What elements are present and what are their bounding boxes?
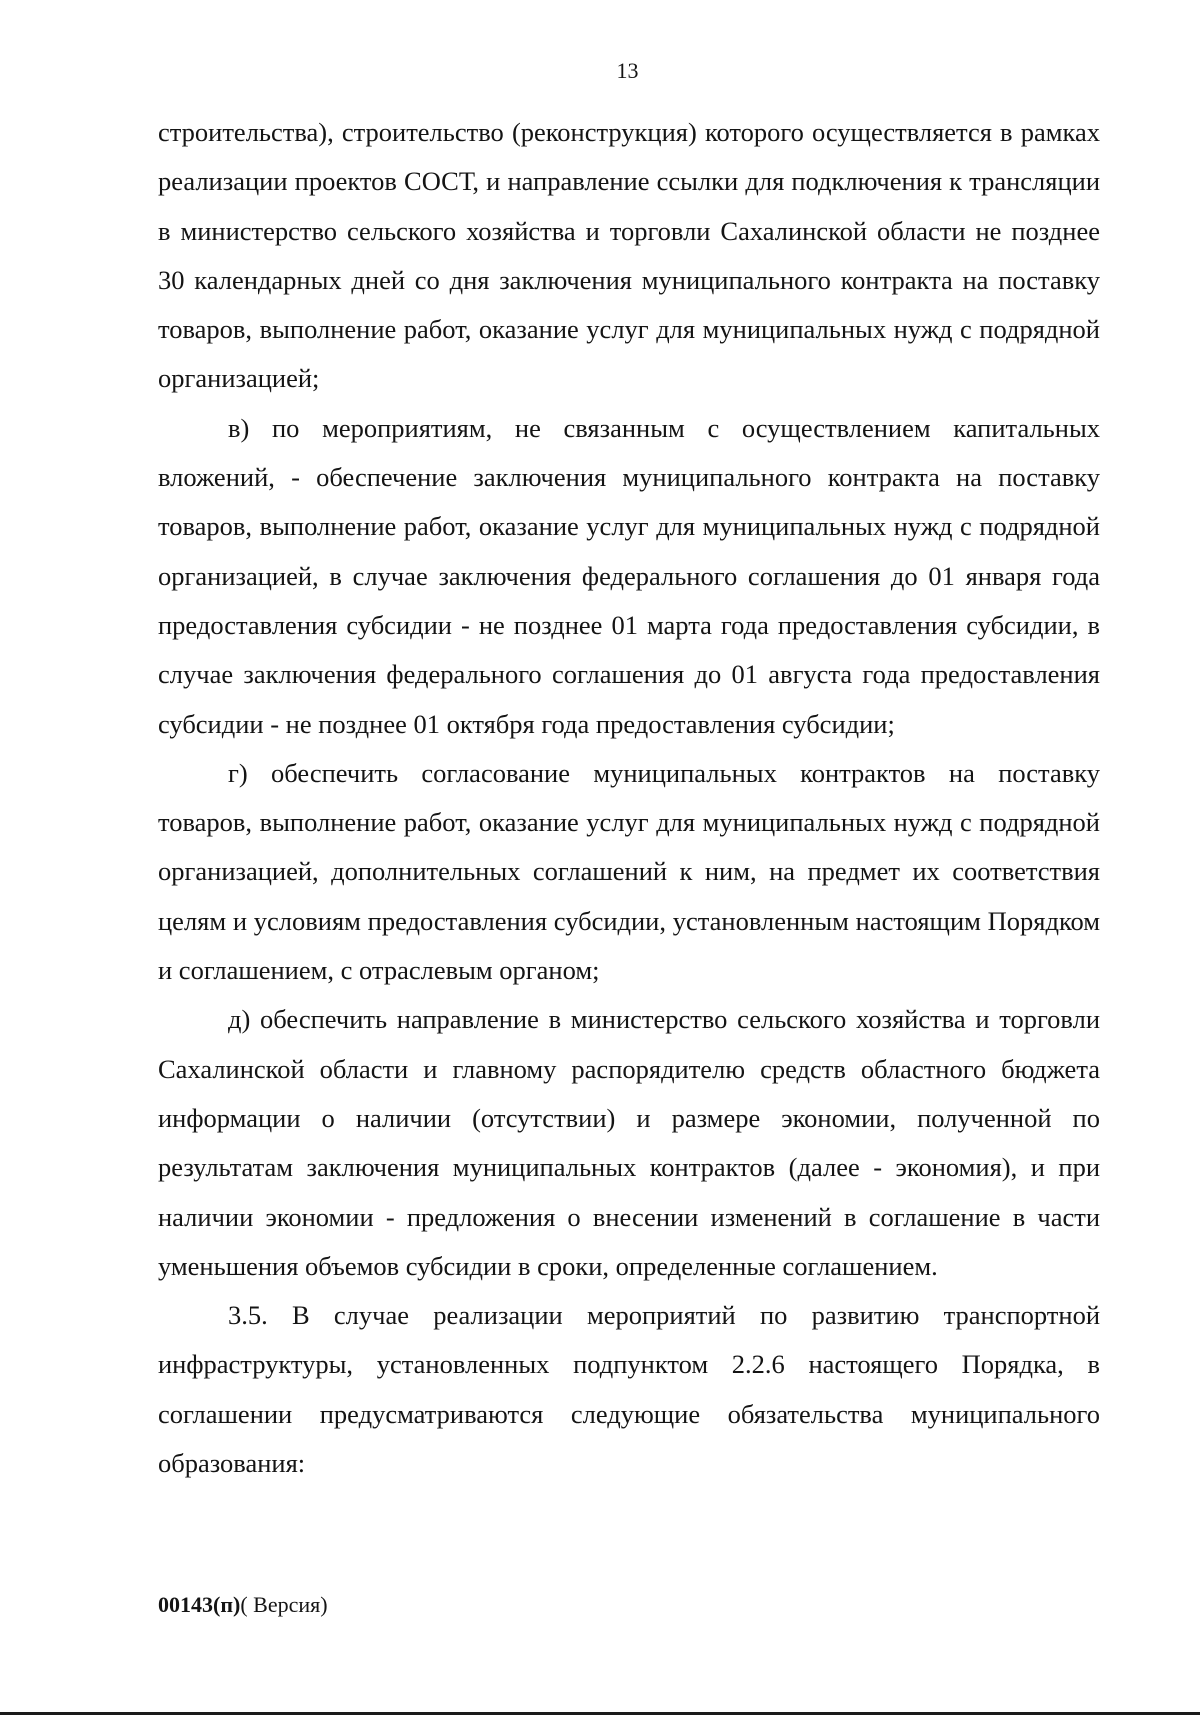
paragraph-item-d: д) обеспечить направление в министерство сельского хозяйства и торговли Сахалинской области и главному распорядителю средств областного бюджета информации о наличии (отсутствии) и размере экономии, полученной по результатам заключения муниципальных контрактов (далее - экономия), и при наличии экономии - предложения о внесении изменений в соглашение в части уменьшения объемов субсидии в сроки, определенные соглашением. [158, 1004, 1100, 1281]
paragraph-item-v: в) по мероприятиям, не связанным с осуществлением капитальных вложений, - обеспечение заключения муниципального контракта на поставку товаров, выполнение работ, оказание услуг для муниципальных нужд с подрядной организацией, в случае заключения федерального соглашения до 01 января года предоставления субсидии - не позднее 01 марта года предоставления субсидии, в случае заключения федерального соглашения до 01 августа года предоставления субсидии - не позднее 01 октября года предоставления субсидии; [158, 412, 1100, 739]
page-number: 13 [616, 58, 639, 83]
document-footer [158, 1592, 328, 1618]
document-version: ( Версия) [240, 1592, 328, 1617]
document-code: 00143(п) [158, 1592, 241, 1617]
paragraph-continuation: строительства), строительство (реконструкция) которого осуществляется в рамках реализации проектов СОСТ, и направление ссылки для подключения к трансляции в министерство сельского хозяйства и торговли Сахалинской области не позднее 30 календарных дней со дня заключения муниципального контракта на поставку товаров, выполнение работ, оказание услуг для муниципальных нужд с подрядной организацией; [158, 117, 1100, 394]
paragraph-section-3-5: 3.5. В случае реализации мероприятий по развитию транспортной инфраструктуры, установленных подпунктом 2.2.6 настоящего Порядка, в соглашении предусматриваются следующие обязательства муниципального образования: [158, 1300, 1100, 1479]
document-body [158, 108, 1100, 1488]
paragraph-item-g: г) обеспечить согласование муниципальных контрактов на поставку товаров, выполнение работ, оказание услуг для муниципальных нужд с подрядной организацией, дополнительных соглашений к ним, на предмет их соответствия целям и условиям предоставления субсидии, установленным настоящим Порядком и соглашением, с отраслевым органом; [158, 757, 1100, 986]
